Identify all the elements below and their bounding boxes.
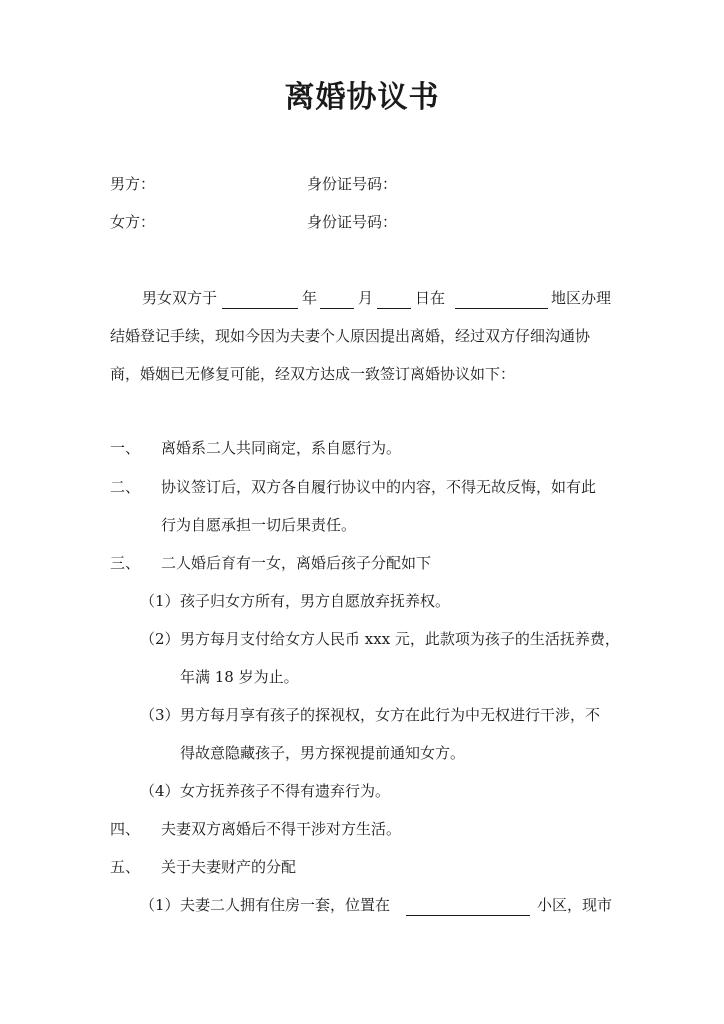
clause-3-3-text: 男方每月享有孩子的探视权，女方在此行为中无权进行干涉，不 (180, 706, 601, 724)
marriage-region-blank[interactable] (455, 293, 548, 309)
region-label: 地区办理 (551, 289, 612, 307)
clause-3-2-number: （2） (140, 630, 180, 648)
year-label: 年 (302, 289, 318, 307)
clause-3-3-text-cont: 得故意隐藏孩子，男方探视提前通知女方。 (180, 744, 466, 762)
male-label: 男方： (110, 175, 156, 193)
male-id-label: 身份证号码： (307, 175, 398, 193)
clause-3-text: 二人婚后育有一女，离婚后孩子分配如下 (161, 554, 432, 572)
clause-2-text-cont: 行为自愿承担一切后果责任。 (161, 516, 357, 534)
clause-5-number: 五、 (110, 858, 141, 876)
document-title: 离婚协议书 (284, 80, 440, 115)
clause-5-1-number: （1） (140, 896, 180, 914)
female-label: 女方： (110, 213, 156, 231)
clause-1-text: 离婚系二人共同商定，系自愿行为。 (161, 439, 402, 457)
clause-2-text: 协议签订后，双方各自履行协议中的内容，不得无故反悔，如有此 (161, 478, 597, 496)
marriage-day-blank[interactable] (377, 293, 411, 309)
clause-5-text: 关于夫妻财产的分配 (161, 858, 297, 876)
month-label: 月 (358, 289, 374, 307)
clause-3-4-number: （4） (140, 782, 180, 800)
clause-3-1-text: 孩子归女方所有，男方自愿放弃抚养权。 (180, 592, 451, 610)
clause-4-number: 四、 (110, 820, 141, 838)
clause-3-1-number: （1） (140, 592, 180, 610)
marriage-year-blank[interactable] (222, 293, 298, 309)
clause-5-1-text: 夫妻二人拥有住房一套，位置在 (180, 896, 391, 914)
clause-3-2-text: 男方每月支付给女方人民币 xxx 元，此款项为孩子的生活抚养费， (180, 630, 620, 648)
intro-line-2: 结婚登记手续，现如今因为夫妻个人原因提出离婚，经过双方仔细沟通协 (110, 327, 591, 345)
clause-4-text: 夫妻双方离婚后不得干涉对方生活。 (161, 820, 402, 838)
clause-5-1-text-cont: 小区，现市 (537, 896, 613, 914)
intro-line-3: 商，婚姻已无修复可能，经双方达成一致签订离婚协议如下： (110, 365, 516, 383)
clause-3-4-text: 女方抚养孩子不得有遗弃行为。 (180, 782, 391, 800)
clause-3-number: 三、 (110, 554, 141, 572)
intro-text-start: 男女双方于 (142, 289, 218, 307)
clause-3-3-number: （3） (140, 706, 180, 724)
residence-location-blank[interactable] (406, 900, 530, 916)
marriage-month-blank[interactable] (320, 293, 354, 309)
clause-2-number: 二、 (110, 478, 141, 496)
female-id-label: 身份证号码： (307, 213, 398, 231)
clause-3-2-text-cont: 年满 18 岁为止。 (180, 668, 299, 686)
day-label: 日在 (415, 289, 446, 307)
clause-1-number: 一、 (110, 439, 141, 457)
